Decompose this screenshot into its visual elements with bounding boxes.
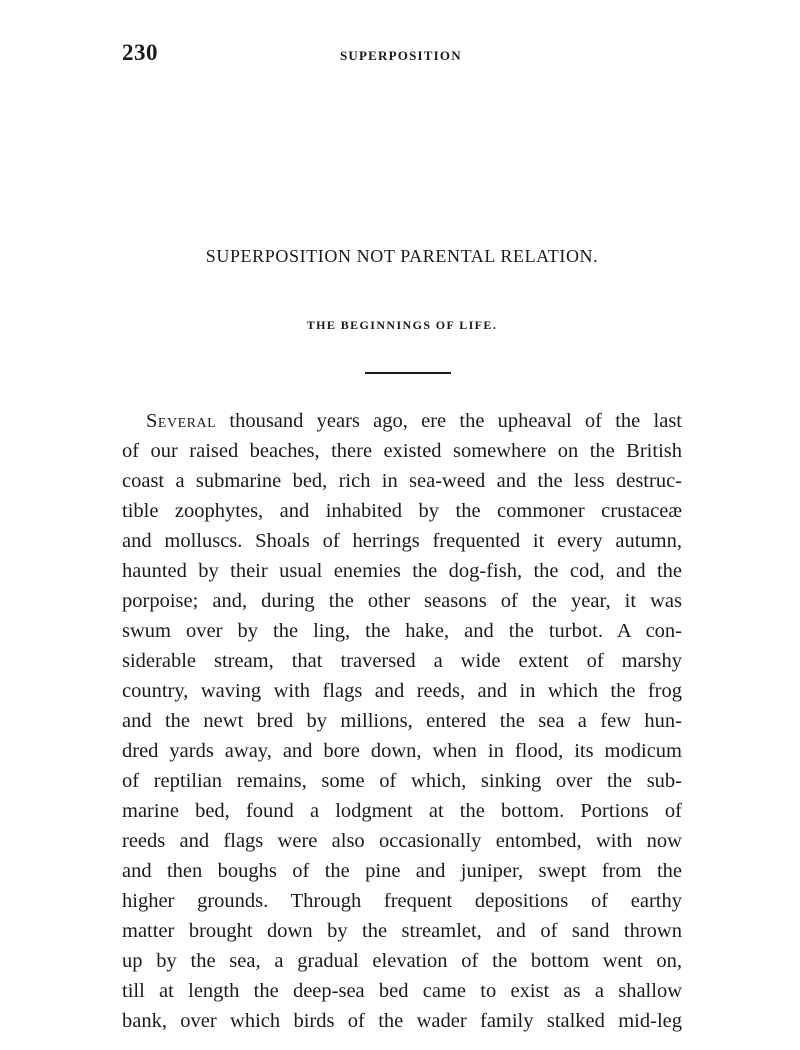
body-line: and molluscs. Shoals of herrings frequented it every autumn, bbox=[122, 530, 682, 552]
body-line: coast a submarine bed, rich in sea-weed and the less destruc- bbox=[122, 470, 682, 492]
page-number: 230 bbox=[122, 40, 158, 65]
body-line: of reptilian remains, some of which, sinking over the sub- bbox=[122, 770, 682, 792]
page-header bbox=[122, 40, 682, 70]
body-line: and the newt bred by millions, entered the sea a few hun- bbox=[122, 710, 682, 732]
lead-word: Several bbox=[146, 410, 217, 432]
chapter-title: SUPERPOSITION NOT PARENTAL RELATION. bbox=[205, 246, 599, 266]
body-paragraph bbox=[122, 406, 682, 1036]
body-line: tible zoophytes, and inhabited by the commoner crustaceæ bbox=[122, 500, 682, 522]
body-line: and then boughs of the pine and juniper, swept from the bbox=[122, 860, 682, 882]
body-line: dred yards away, and bore down, when in flood, its modicum bbox=[122, 740, 682, 762]
body-line: swum over by the ling, the hake, and the turbot. A con- bbox=[122, 620, 682, 642]
body-line: haunted by their usual enemies the dog-fish, the cod, and the bbox=[122, 560, 682, 582]
body-line: till at length the deep-sea bed came to exist as a shallow bbox=[122, 980, 682, 1002]
chapter-subtitle: THE BEGINNINGS OF LIFE. bbox=[306, 318, 498, 332]
body-line bbox=[122, 406, 682, 436]
body-line: reeds and flags were also occasionally entombed, with now bbox=[122, 830, 682, 852]
body-line: siderable stream, that traversed a wide extent of marshy bbox=[122, 650, 682, 672]
body-line-text: thousand years ago, ere the upheaval of the last bbox=[216, 410, 682, 432]
body-line: marine bed, found a lodgment at the bottom. Portions of bbox=[122, 800, 682, 822]
body-line: of our raised beaches, there existed somewhere on the British bbox=[122, 440, 682, 462]
body-line: up by the sea, a gradual elevation of the bottom went on, bbox=[122, 950, 682, 972]
body-line: bank, over which birds of the wader family stalked mid-leg bbox=[122, 1010, 682, 1032]
body-line: porpoise; and, during the other seasons of the year, it was bbox=[122, 590, 682, 612]
running-head: SUPERPOSITION bbox=[340, 48, 462, 63]
body-line: country, waving with flags and reeds, and in which the frog bbox=[122, 680, 682, 702]
body-line: matter brought down by the streamlet, and of sand thrown bbox=[122, 920, 682, 942]
body-line: higher grounds. Through frequent depositions of earthy bbox=[122, 890, 682, 912]
title-divider-rule bbox=[365, 372, 451, 374]
